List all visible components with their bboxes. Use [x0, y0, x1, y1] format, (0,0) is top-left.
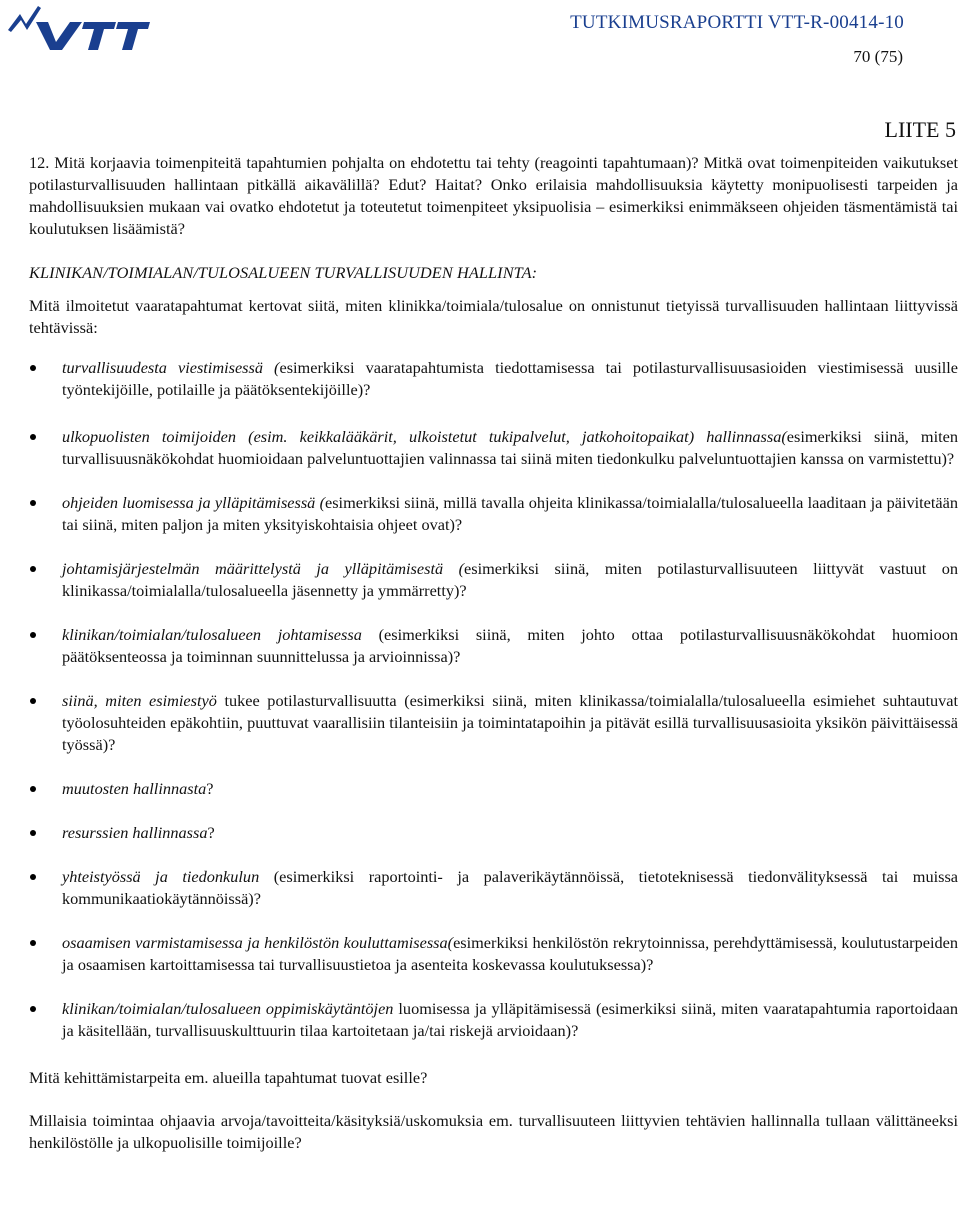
bullet-text: esimerkiksi henkilöstön rekrytoinnissa, perehdyttämisessä, koulutustarpeiden ja osaamisen kartoittamisessa tai turvallisuustietoa ja asenteita koskevassa koulutuksessa)? — [62, 933, 959, 974]
bullet-text: ? — [207, 823, 215, 842]
bullet-text: luomisessa ja ylläpitämisessä (esimerkiksi siinä, miten vaaratapahtumia raportoidaan ja käsitellään, turvallisuuskulttuurin tilaa kartoitetaan ja/tai riskejä arvioidaan)? — [62, 999, 958, 1040]
list-item — [29, 492, 958, 536]
list-item — [29, 998, 958, 1042]
list-item — [29, 357, 958, 401]
bullet-text: ? — [206, 779, 214, 798]
list-item — [29, 822, 958, 844]
bullet-italic-text: siinä, miten esimiestyö — [62, 691, 217, 710]
bullet-italic-text: yhteistyössä ja tiedonkulun — [62, 867, 260, 886]
bullet-italic-text: johtamisjärjestelmän määrittelystä ja ylläpitämisestä ( — [62, 559, 465, 578]
section-heading: KLINIKAN/TOIMIALAN/TULOSALUEEN TURVALLISUUDEN HALLINTA: — [29, 263, 538, 282]
bullet-italic-text: resurssien hallinnassa — [62, 823, 208, 842]
list-item — [29, 778, 958, 800]
question-12: 12. Mitä korjaavia toimenpiteitä tapahtumien pohjalta on ehdotettu tai tehty (reagointi tapahtumaan)? Mitkä ovat toimenpiteiden vaikutukset potilasturvallisuuden hallintaan pitkällä aikavälillä? Edut? Haitat? Onko erilaisia mahdollisuuksia käytetty monipuolisesti tarpeiden ja mahdollisuuksien mukaan vai ovatko ehdotetut ja toteutetut toimenpiteet yksipuolisia – esimerkiksi enimmäkseen ohjeiden täsmentämistä tai koulutuksen lisäämistä? — [29, 153, 958, 238]
bullet-text: esimerkiksi vaaratapahtumista tiedottamisessa tai potilasturvallisuusasioiden viestimisessä uusille työntekijöille, potilaille ja päätöksentekijöille)? — [62, 358, 959, 399]
bullet-text: esimerkiksi siinä, miten turvallisuusnäkökohdat huomioidaan palveluntuottajien valinnassa tai siinä miten tiedonkulku palveluntuottajien kanssa on varmistettu)? — [62, 427, 958, 468]
list-item — [29, 932, 958, 976]
bullet-text: (esimerkiksi raportointi- ja palaverikäytännöissä, tietoteknisessä tiedonvälityksessä tai muissa kommunikaatiokäytännöissä)? — [62, 867, 959, 908]
document-body — [29, 152, 958, 1154]
bullet-italic-text: osaamisen varmistamisessa ja henkilöstön kouluttamisessa( — [62, 933, 454, 952]
bullet-italic-text: klinikan/toimialan/tulosalueen johtamisessa — [62, 625, 362, 644]
bullet-italic-text: klinikan/toimialan/tulosalueen oppimiskäytäntöjen — [62, 999, 394, 1018]
intro-paragraph: Mitä ilmoitetut vaaratapahtumat kertovat siitä, miten klinikka/toimiala/tulosalue on onnistunut tietyissä turvallisuuden hallintaan liittyvissä tehtävissä: — [29, 296, 958, 337]
bullet-text: esimerkiksi siinä, millä tavalla ohjeita klinikassa/toimialalla/tulosalueella laaditaan ja päivitetään tai siinä, miten paljon ja miten yksityiskohtaisia ohjeet ovat)? — [62, 493, 958, 534]
values-question: Millaisia toimintaa ohjaavia arvoja/tavoitteita/käsityksiä/uskomuksia em. turvallisuuteen liittyvien tehtävien hallinnalla tullaan välittäneeksi henkilöstölle ja ulkopuolisille toimijoille? — [29, 1111, 958, 1152]
list-item — [29, 624, 958, 668]
vtt-logo — [6, 2, 152, 52]
bullet-text: (esimerkiksi siinä, miten johto ottaa potilasturvallisuusnäkökohdat huomioon päätöksenteossa ja toiminnan suunnittelussa ja arvioinnissa)? — [62, 625, 958, 666]
bullet-italic-text: turvallisuudesta viestimisessä ( — [62, 358, 280, 377]
bullet-italic-text: muutosten hallinnasta — [62, 779, 207, 798]
list-item — [29, 558, 958, 602]
list-item — [29, 426, 958, 470]
development-question: Mitä kehittämistarpeita em. alueilla tapahtumat tuovat esille? — [29, 1068, 428, 1087]
task-bullet-list — [29, 357, 958, 1042]
list-item — [29, 690, 958, 756]
bullet-text: tukee potilasturvallisuutta (esimerkiksi siinä, miten klinikassa/toimialalla/tulosalueella esimiehet suhtautuvat työolosuhteiden epäkohtiin, puuttuvat vaarallisiin tilanteisiin ja toimintatapoihin ja pitävät esillä turvallisuusasioita yksikön päivittäisessä työssä)? — [62, 691, 958, 754]
bullet-text: esimerkiksi siinä, miten potilasturvallisuuteen liittyvät vastuut on klinikassa/toimialalla/tulosalueella jäsennetty ja ymmärretty)? — [62, 559, 959, 600]
bullet-italic-text: ohjeiden luomisessa ja ylläpitämisessä ( — [62, 493, 325, 512]
page-number: 70 (75) — [853, 47, 903, 66]
bullet-italic-text: ulkopuolisten toimijoiden (esim. keikkalääkärit, ulkoistetut tukipalvelut, jatkohoitopaikat) hallinnassa( — [62, 427, 787, 446]
report-id: TUTKIMUSRAPORTTI VTT-R-00414-10 — [570, 12, 904, 33]
list-item — [29, 866, 958, 910]
appendix-label: LIITE 5 — [884, 117, 956, 142]
